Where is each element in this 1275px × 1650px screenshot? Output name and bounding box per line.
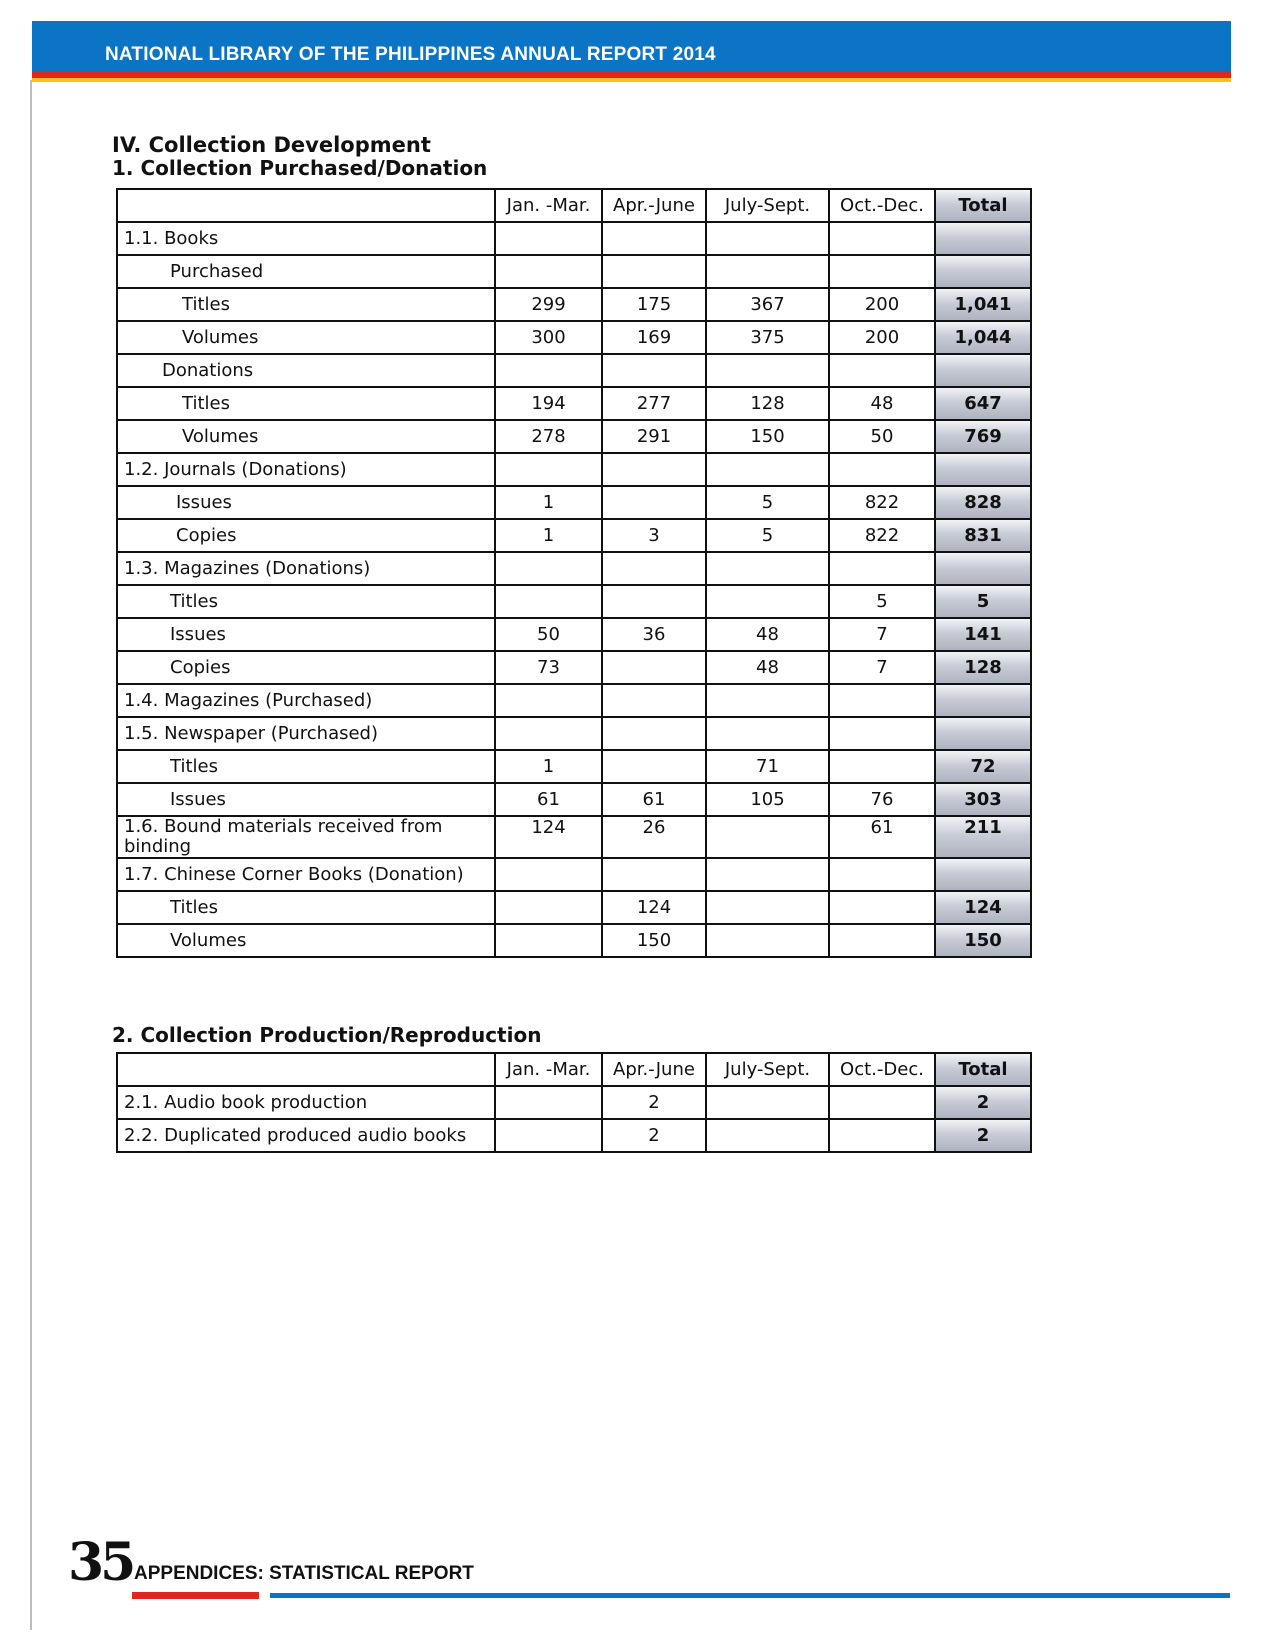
left-margin-rule — [30, 80, 32, 1630]
cell — [602, 750, 706, 783]
cell — [495, 1086, 602, 1119]
total-cell: 2 — [935, 1119, 1031, 1152]
header-yellow-stripe — [32, 78, 1231, 82]
cell — [706, 585, 829, 618]
cell: 150 — [602, 924, 706, 957]
cell — [495, 453, 602, 486]
cell: 61 — [602, 783, 706, 816]
cell: 299 — [495, 288, 602, 321]
cell — [602, 453, 706, 486]
cell — [829, 858, 935, 891]
cell — [706, 684, 829, 717]
table-row — [117, 750, 1031, 783]
cell: 822 — [829, 519, 935, 552]
row-label: Titles — [117, 387, 495, 420]
table-row — [117, 552, 1031, 585]
cell: 375 — [706, 321, 829, 354]
table2-heading: 2. Collection Production/Reproduction — [112, 1023, 542, 1047]
cell: 822 — [829, 486, 935, 519]
cell: 48 — [706, 651, 829, 684]
row-label: 1.5. Newspaper (Purchased) — [117, 717, 495, 750]
total-cell: 769 — [935, 420, 1031, 453]
cell — [706, 1086, 829, 1119]
cell: 50 — [829, 420, 935, 453]
row-label: 1.6. Bound materials received from binding — [117, 816, 495, 858]
footer-blue-stripe — [270, 1593, 1230, 1598]
cell: 291 — [602, 420, 706, 453]
column-header-total: Total — [935, 189, 1031, 222]
cell — [829, 924, 935, 957]
cell: 2 — [602, 1119, 706, 1152]
row-label: Issues — [117, 618, 495, 651]
table-row — [117, 387, 1031, 420]
cell — [829, 255, 935, 288]
column-header: Apr.-June — [602, 189, 706, 222]
cell: 7 — [829, 618, 935, 651]
table-row — [117, 1086, 1031, 1119]
cell — [602, 684, 706, 717]
table-row — [117, 816, 1031, 858]
table-row — [117, 651, 1031, 684]
cell: 278 — [495, 420, 602, 453]
table-row — [117, 717, 1031, 750]
page-number: 35 — [68, 1532, 133, 1593]
cell — [495, 684, 602, 717]
total-cell — [935, 255, 1031, 288]
table-row — [117, 354, 1031, 387]
table-row — [117, 858, 1031, 891]
table-row — [117, 288, 1031, 321]
row-label: 1.2. Journals (Donations) — [117, 453, 495, 486]
cell — [602, 255, 706, 288]
cell — [706, 1119, 829, 1152]
table1-heading: 1. Collection Purchased/Donation — [112, 156, 488, 180]
cell — [602, 222, 706, 255]
row-label: 2.2. Duplicated produced audio books — [117, 1119, 495, 1152]
cell — [602, 858, 706, 891]
row-label: Titles — [117, 750, 495, 783]
cell — [602, 651, 706, 684]
cell — [706, 453, 829, 486]
total-cell: 5 — [935, 585, 1031, 618]
collection-purchased-donation-table — [116, 188, 1032, 958]
cell: 105 — [706, 783, 829, 816]
cell — [495, 585, 602, 618]
report-title: NATIONAL LIBRARY OF THE PHILIPPINES ANNUAL REPORT 2014 — [105, 44, 716, 65]
cell: 5 — [829, 585, 935, 618]
row-label: Issues — [117, 783, 495, 816]
table-row — [117, 255, 1031, 288]
cell — [829, 552, 935, 585]
total-cell: 303 — [935, 783, 1031, 816]
cell — [829, 1086, 935, 1119]
column-header — [117, 1053, 495, 1086]
cell: 3 — [602, 519, 706, 552]
cell — [829, 222, 935, 255]
cell: 124 — [495, 816, 602, 858]
row-label: 1.7. Chinese Corner Books (Donation) — [117, 858, 495, 891]
row-label: Volumes — [117, 420, 495, 453]
cell — [829, 750, 935, 783]
table-row — [117, 585, 1031, 618]
row-label: Titles — [117, 585, 495, 618]
cell: 300 — [495, 321, 602, 354]
column-header: Jan. -Mar. — [495, 189, 602, 222]
cell: 36 — [602, 618, 706, 651]
footer-red-stripe — [132, 1592, 259, 1599]
total-cell: 72 — [935, 750, 1031, 783]
total-cell — [935, 354, 1031, 387]
cell — [706, 858, 829, 891]
row-label: Issues — [117, 486, 495, 519]
row-label: Copies — [117, 519, 495, 552]
cell — [829, 717, 935, 750]
cell: 50 — [495, 618, 602, 651]
cell — [829, 453, 935, 486]
table-row — [117, 486, 1031, 519]
total-cell — [935, 684, 1031, 717]
cell: 367 — [706, 288, 829, 321]
column-header-total: Total — [935, 1053, 1031, 1086]
cell: 7 — [829, 651, 935, 684]
cell — [495, 354, 602, 387]
cell — [829, 684, 935, 717]
total-cell: 1,044 — [935, 321, 1031, 354]
cell: 1 — [495, 486, 602, 519]
cell — [602, 486, 706, 519]
total-cell: 1,041 — [935, 288, 1031, 321]
total-cell — [935, 552, 1031, 585]
column-header: July-Sept. — [706, 1053, 829, 1086]
cell: 194 — [495, 387, 602, 420]
total-cell — [935, 717, 1031, 750]
cell: 73 — [495, 651, 602, 684]
cell: 128 — [706, 387, 829, 420]
cell: 200 — [829, 288, 935, 321]
table-row — [117, 1119, 1031, 1152]
table-row — [117, 519, 1031, 552]
cell: 1 — [495, 519, 602, 552]
cell — [706, 222, 829, 255]
total-cell: 211 — [935, 816, 1031, 858]
cell: 61 — [495, 783, 602, 816]
cell — [602, 717, 706, 750]
cell — [829, 1119, 935, 1152]
cell: 5 — [706, 519, 829, 552]
footer-section-label: APPENDICES: STATISTICAL REPORT — [134, 1563, 474, 1584]
table-row — [117, 420, 1031, 453]
cell: 76 — [829, 783, 935, 816]
cell — [829, 891, 935, 924]
cell: 48 — [829, 387, 935, 420]
table-row — [117, 684, 1031, 717]
cell — [706, 924, 829, 957]
total-cell: 150 — [935, 924, 1031, 957]
table-row — [117, 924, 1031, 957]
cell: 200 — [829, 321, 935, 354]
collection-production-table — [116, 1052, 1032, 1153]
cell: 5 — [706, 486, 829, 519]
cell: 71 — [706, 750, 829, 783]
cell: 175 — [602, 288, 706, 321]
table-header-row — [117, 189, 1031, 222]
column-header: Apr.-June — [602, 1053, 706, 1086]
total-cell — [935, 453, 1031, 486]
row-label: 2.1. Audio book production — [117, 1086, 495, 1119]
table-row — [117, 453, 1031, 486]
row-label: 1.3. Magazines (Donations) — [117, 552, 495, 585]
row-label: Titles — [117, 288, 495, 321]
row-label: Titles — [117, 891, 495, 924]
cell: 61 — [829, 816, 935, 858]
row-label: Purchased — [117, 255, 495, 288]
cell — [495, 1119, 602, 1152]
column-header: Jan. -Mar. — [495, 1053, 602, 1086]
total-cell: 141 — [935, 618, 1031, 651]
row-label: Donations — [117, 354, 495, 387]
cell — [829, 354, 935, 387]
cell — [706, 255, 829, 288]
total-cell — [935, 858, 1031, 891]
table-row — [117, 321, 1031, 354]
cell — [495, 858, 602, 891]
cell — [495, 222, 602, 255]
table-header-row — [117, 1053, 1031, 1086]
column-header: Oct.-Dec. — [829, 189, 935, 222]
table-row — [117, 891, 1031, 924]
row-label: Volumes — [117, 321, 495, 354]
column-header — [117, 189, 495, 222]
table-row — [117, 222, 1031, 255]
cell — [495, 255, 602, 288]
table-row — [117, 618, 1031, 651]
cell: 2 — [602, 1086, 706, 1119]
cell: 150 — [706, 420, 829, 453]
cell — [706, 552, 829, 585]
cell: 1 — [495, 750, 602, 783]
cell — [495, 924, 602, 957]
total-cell: 124 — [935, 891, 1031, 924]
cell — [706, 717, 829, 750]
cell: 26 — [602, 816, 706, 858]
column-header: July-Sept. — [706, 189, 829, 222]
cell: 277 — [602, 387, 706, 420]
cell — [706, 816, 829, 858]
row-label: 1.1. Books — [117, 222, 495, 255]
cell: 169 — [602, 321, 706, 354]
cell — [495, 717, 602, 750]
cell — [602, 585, 706, 618]
column-header: Oct.-Dec. — [829, 1053, 935, 1086]
cell — [495, 891, 602, 924]
total-cell: 128 — [935, 651, 1031, 684]
total-cell: 647 — [935, 387, 1031, 420]
total-cell: 2 — [935, 1086, 1031, 1119]
cell — [602, 552, 706, 585]
cell — [706, 891, 829, 924]
table-row — [117, 783, 1031, 816]
row-label: 1.4. Magazines (Purchased) — [117, 684, 495, 717]
cell: 48 — [706, 618, 829, 651]
total-cell: 828 — [935, 486, 1031, 519]
row-label: Copies — [117, 651, 495, 684]
cell — [495, 552, 602, 585]
row-label: Volumes — [117, 924, 495, 957]
cell — [706, 354, 829, 387]
total-cell — [935, 222, 1031, 255]
cell — [602, 354, 706, 387]
total-cell: 831 — [935, 519, 1031, 552]
cell: 124 — [602, 891, 706, 924]
section-heading: IV. Collection Development — [112, 133, 431, 157]
